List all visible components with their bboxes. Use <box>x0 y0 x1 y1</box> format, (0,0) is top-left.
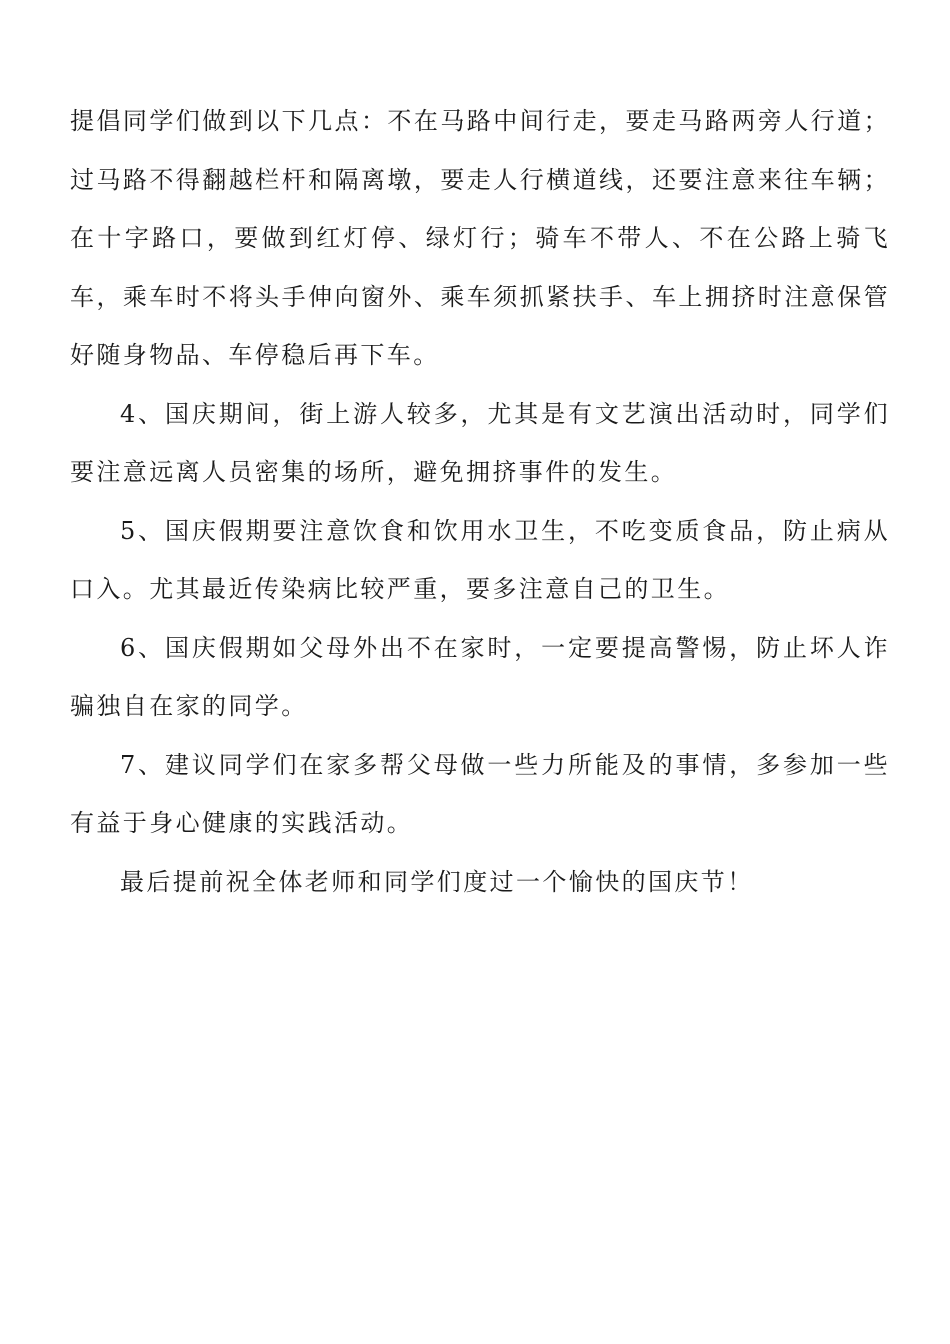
document-body <box>70 92 890 911</box>
paragraph-home-alone: 6、国庆假期如父母外出不在家时，一定要提高警惕，防止坏人诈骗独自在家的同学。 <box>70 633 890 720</box>
paragraph-traffic-safety: 提倡同学们做到以下几点：不在马路中间行走，要走马路两旁人行道；过马路不得翻越栏杆和隔离墩，要走人行横道线，还要注意来往车辆；在十字路口，要做到红灯停、绿灯行；骑车不带人、不在公路上骑飞车，乘车时不将头手伸向窗外、乘车须抓紧扶手、车上拥挤时注意保管好随身物品、车停稳后再下车。 <box>70 107 890 369</box>
paragraph-food-hygiene: 5、国庆假期要注意饮食和饮用水卫生，不吃变质食品，防止病从口入。尤其最近传染病比较严重，要多注意自己的卫生。 <box>70 516 890 603</box>
paragraph-closing-wishes: 最后提前祝全体老师和同学们度过一个愉快的国庆节！ <box>120 867 754 896</box>
paragraph-help-parents: 7、建议同学们在家多帮父母做一些力所能及的事情，多参加一些有益于身心健康的实践活动。 <box>70 750 890 837</box>
paragraph-crowd-safety: 4、国庆期间，街上游人较多，尤其是有文艺演出活动时，同学们要注意远离人员密集的场所，避免拥挤事件的发生。 <box>70 399 890 486</box>
